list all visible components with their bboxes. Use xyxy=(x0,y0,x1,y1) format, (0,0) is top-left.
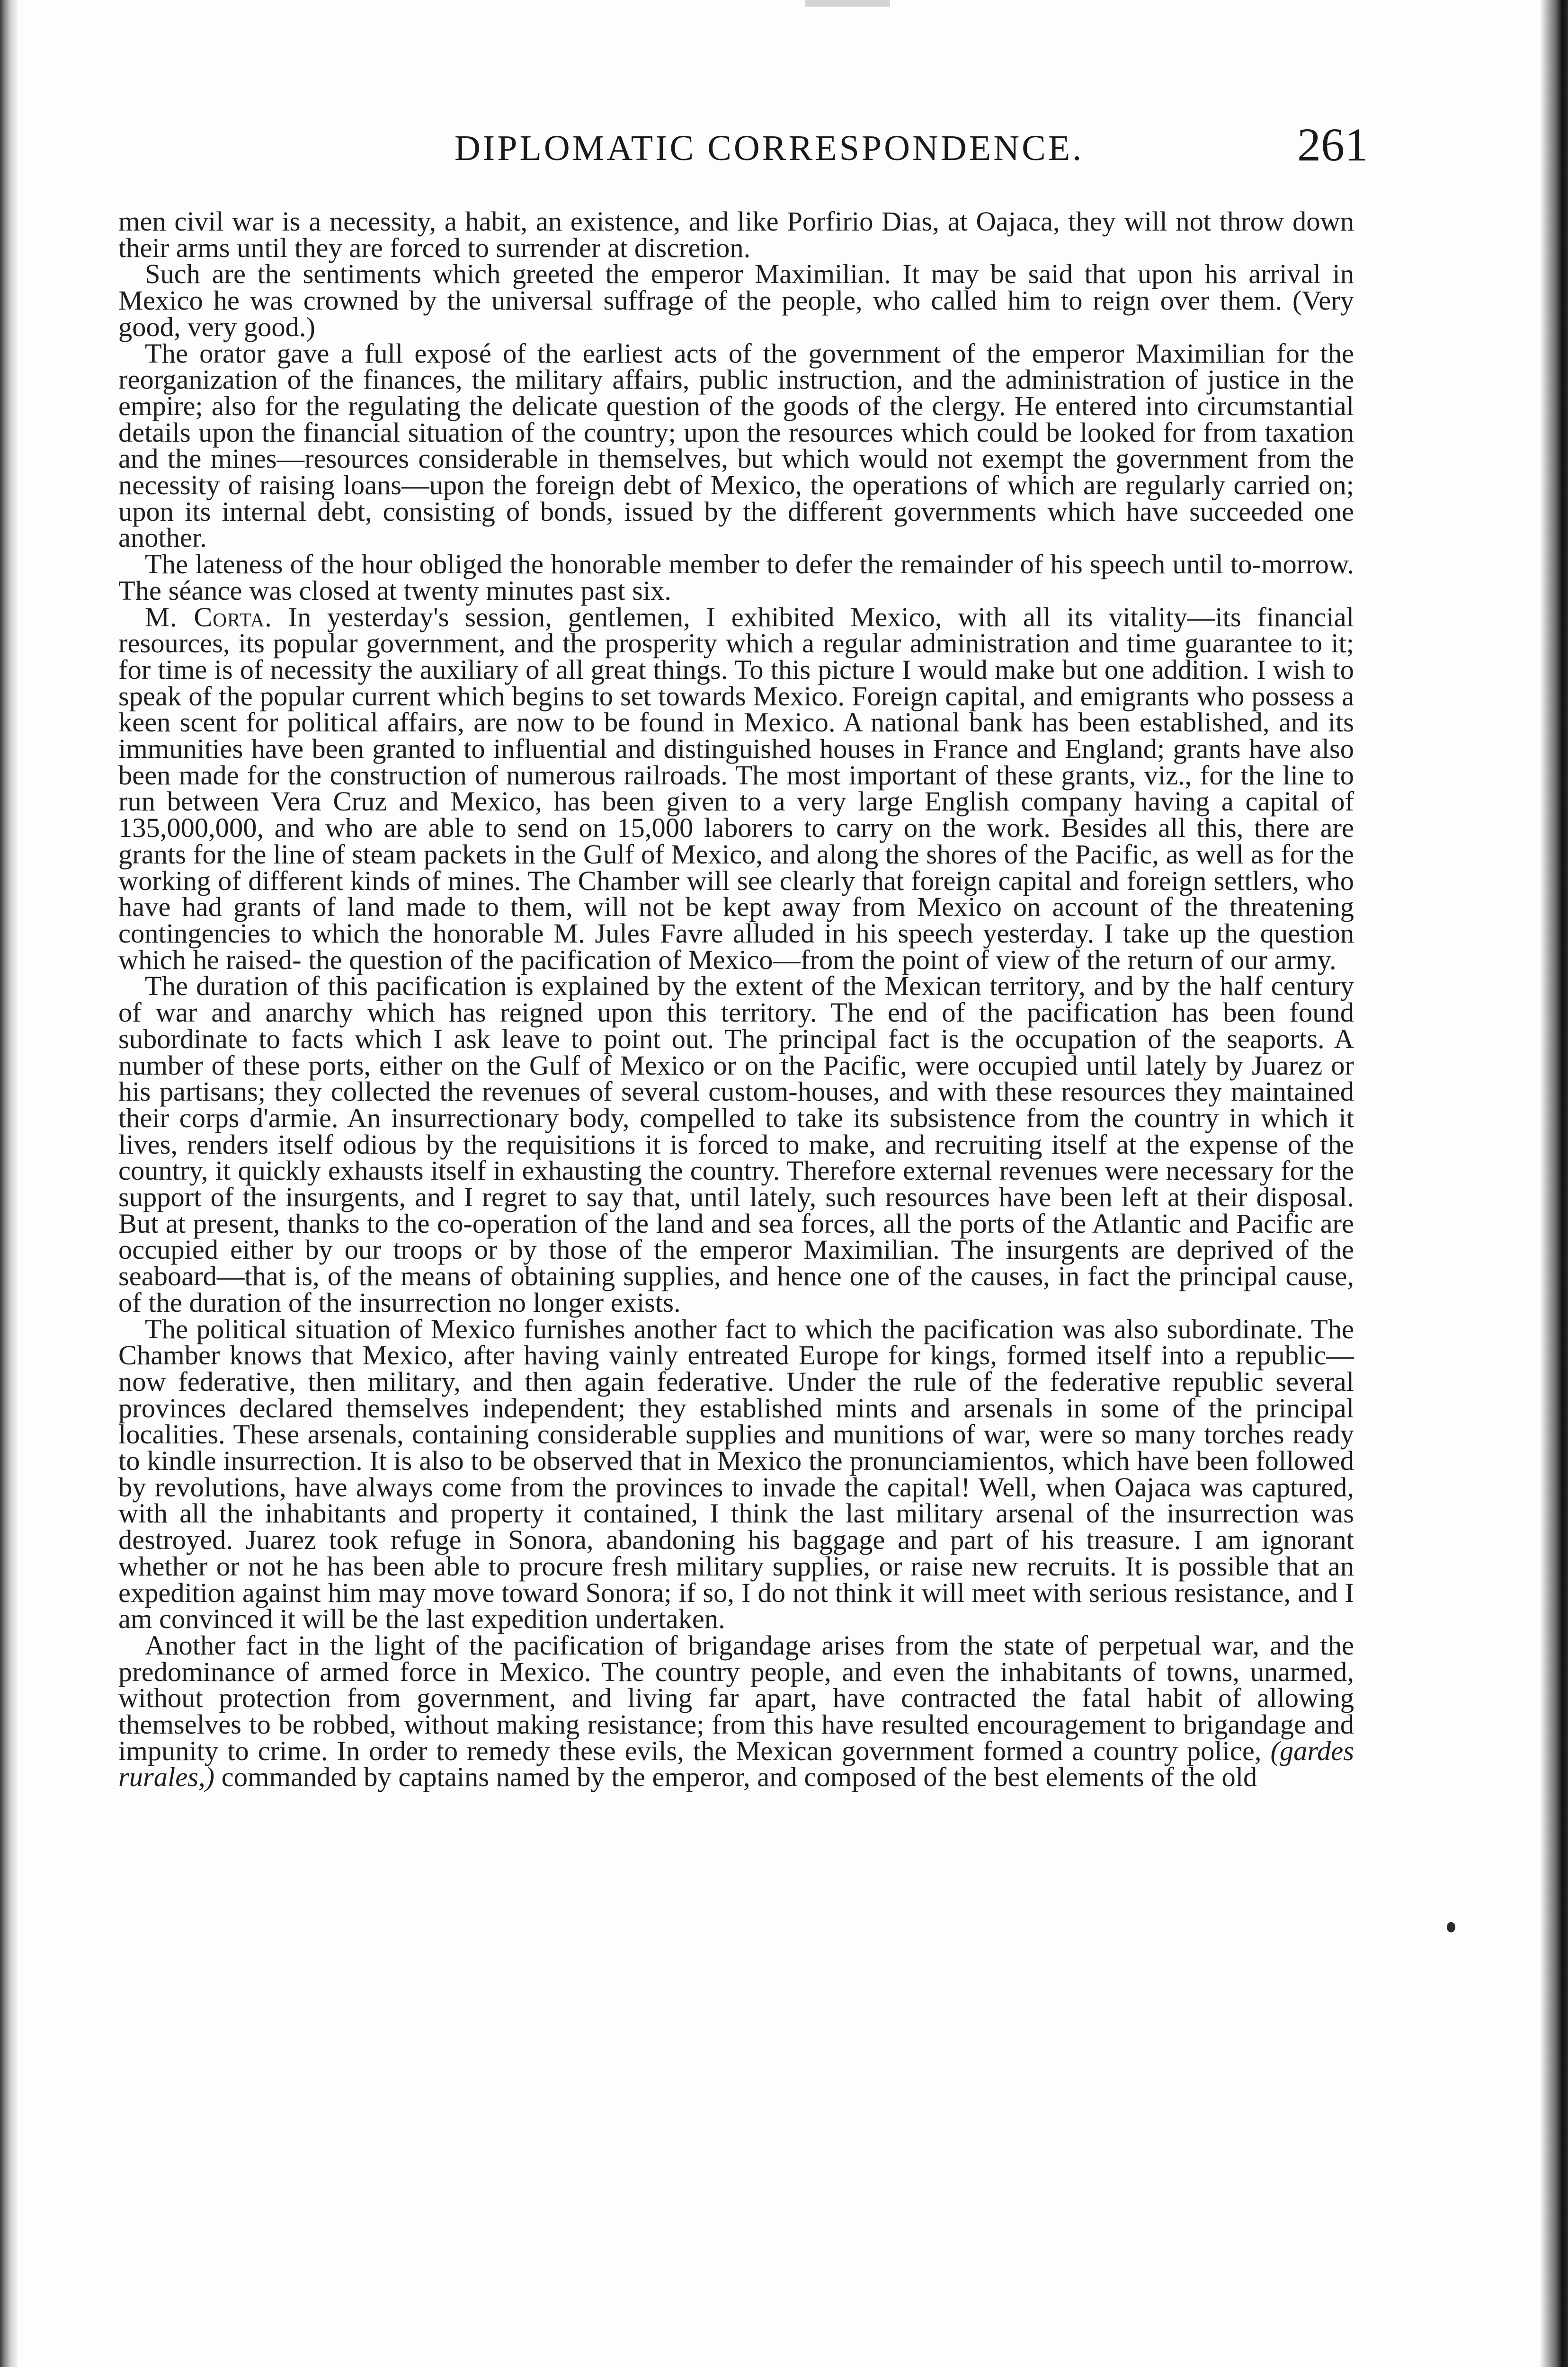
paragraph-3: The orator gave a full exposé of the earliest acts of the government of the emperor Maximilian for the reorganization of the finances, the military affairs, public instruction, and the administration of justice in the empire; also for the regulating the delicate question of the goods of the clergy. He entered into circumstantial details upon the financial situation of the country; upon the resources which could be looked for from taxation and the mines—resources considerable in themselves, but which would not exempt the government from the necessity of raising loans—upon the foreign debt of Mexico, the operations of which are regularly carried on; upon its internal debt, consisting of bonds, issued by the different governments which have succeeded one another. xyxy=(118,338,1354,553)
paragraph-1: men civil war is a necessity, a habit, an existence, and like Porfirio Dias, at Oajaca, they will not throw down their arms until they are forced to surrender at discretion. xyxy=(118,206,1354,263)
paragraph-5-text: In yesterday's session, gentlemen, I exhibited Mexico, with all its vitality—its financial resources, its popular government, and the prosperity which a regular administration and time guarantee to it; for time is of necessity the auxiliary of all great things. To this picture I would make but one addition. I wish to speak of the popular current which begins to set towards Mexico. Foreign capital, and emigrants who possess a keen scent for political affairs, are now to be found in Mexico. A national bank has been established, and its immunities have been granted to influential and distinguished houses in France and England; grants have also been made for the construction of numerous railroads. The most important of these grants, viz., for the line to run between Vera Cruz and Mexico, has been given to a very large English company having a capital of 135,000,000, and who are able to send on 15,000 laborers to carry on the work. Besides all this, there are grants for the line of steam packets in the Gulf of Mexico, and along the shores of the Pacific, as well as for the working of different kinds of mines. The Chamber will see clearly that foreign capital and foreign settlers, who have had grants of land made to them, will not be kept away from Mexico on account of the threatening contingencies to which the honorable M. Jules Favre alluded in his speech yesterday. I take up the question which he raised- the question of the pacification of Mexico—from the point of view of the return of our army. xyxy=(118,601,1354,975)
paragraph-6: The duration of this pacification is explained by the extent of the Mexican territory, and by the half century of war and anarchy which has reigned upon this territory. The end of the pacification has been found subordinate to facts which I ask leave to point out. The principal fact is the occupation of the seaports. A number of these ports, either on the Gulf of Mexico or on the Pacific, were occupied until lately by Juarez or his partisans; they collected the revenues of several custom-houses, and with these resources they maintained their corps d'armie. An insurrectionary body, compelled to take its subsistence from the country in which it lives, renders itself odious by the requisitions it is forced to make, and recruiting itself at the expense of the country, it quickly exhausts itself in exhausting the country. Therefore external revenues were necessary for the support of the insurgents, and I regret to say that, until lately, such resources have been left at their disposal. But at present, thanks to the co-operation of the land and sea forces, all the ports of the Atlantic and Pacific are occupied either by our troops or by those of the emperor Maximilian. The insurgents are deprived of the seaboard—that is, of the means of obtaining supplies, and hence one of the causes, in fact the principal cause, of the duration of the insurrection no longer exists. xyxy=(118,970,1354,1318)
paragraph-2: Such are the sentiments which greeted the emperor Maximilian. It may be said that upon his arrival in Mexico he was crowned by the universal suffrage of the people, who called him to reign over them. (Very good, very good.) xyxy=(118,258,1354,342)
paragraph-4: The lateness of the hour obliged the honorable member to defer the remainder of his speech until to-morrow. The séance was closed at twenty minutes past six. xyxy=(118,549,1354,606)
left-page-edge-shadow xyxy=(0,0,19,2367)
paragraph-5 xyxy=(118,601,1354,975)
paragraph-8-text-start: Another fact in the light of the pacification of brigandage arises from the state of perpetual war, and the predominance of armed force in Mexico. The country people, and even the inhabitants of towns, unarmed, without protection from government, and living far apart, have contracted the fatal habit of allowing themselves to be robbed, without making resistance; from this have resulted encouragement to brigandage and impunity to crime. In order to remedy these evils, the Mexican government formed a country police, xyxy=(118,1629,1354,1766)
scan-smudge xyxy=(805,0,890,7)
stray-ink-mark xyxy=(1447,1922,1455,1932)
page-number: 261 xyxy=(1297,118,1368,171)
paragraph-8-text-end: commanded by captains named by the emperor, and composed of the best elements of the old xyxy=(214,1762,1257,1793)
paragraph-7: The political situation of Mexico furnishes another fact to which the pacification was also subordinate. The Chamber knows that Mexico, after having vainly entreated Europe for kings, formed itself into a republic—now federative, then military, and then again federative. Under the rule of the federative republic several provinces declared themselves independent; they established mints and arsenals in some of the principal localities. These arsenals, containing considerable supplies and munitions of war, were so many torches ready to kindle insurrection. It is also to be observed that in Mexico the pronunciamientos, which have been followed by revolutions, have always come from the provinces to invade the capital! Well, when Oajaca was captured, with all the inhabitants and property it contained, I think the last military arsenal of the insurrection was destroyed. Juarez took refuge in Sonora, abandoning his baggage and part of his treasure. I am ignorant whether or not he has been able to procure fresh military supplies, or raise new recruits. It is possible that an expedition against him may move toward Sonora; if so, I do not think it will meet with serious resistance, and I am convinced it will be the last expedition undertaken. xyxy=(118,1313,1354,1635)
paragraph-8 xyxy=(118,1629,1354,1793)
body-text-column xyxy=(118,206,1354,1793)
running-head: DIPLOMATIC CORRESPONDENCE. xyxy=(454,128,1084,168)
speaker-name: M. Corta. xyxy=(145,601,272,632)
italic-term: (gardes rurales,) xyxy=(118,1735,1354,1793)
right-page-edge-shadow xyxy=(1540,0,1568,2367)
